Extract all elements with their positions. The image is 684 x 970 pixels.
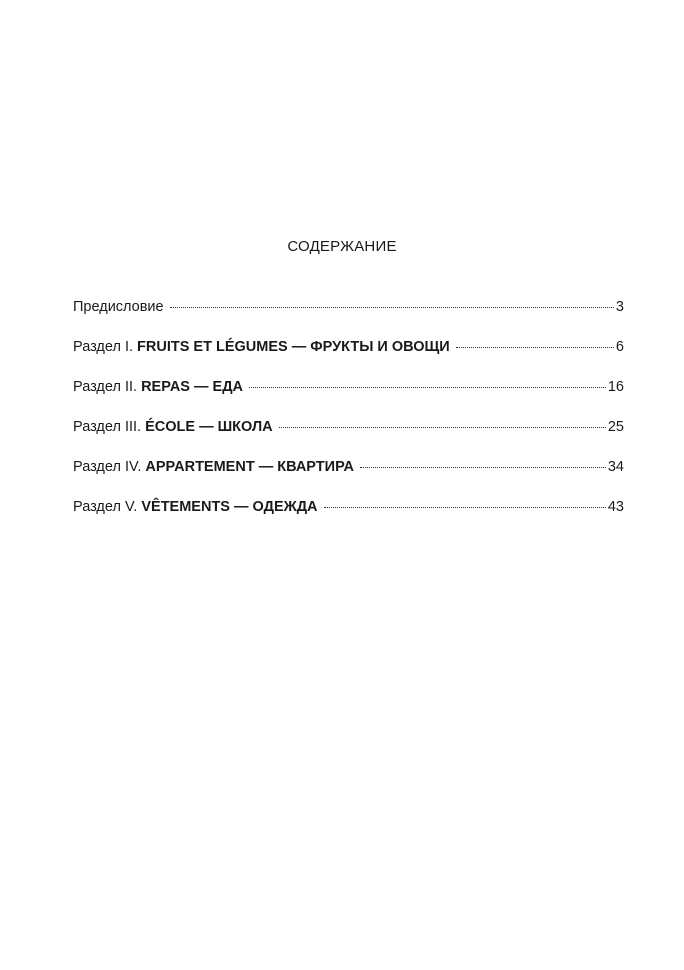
dot-leader xyxy=(456,347,614,348)
entry-title: FRUITS ET LÉGUMES — ФРУКТЫ И ОВОЩИ xyxy=(137,339,450,355)
entry-page-number: 16 xyxy=(607,379,624,395)
entry-page-number: 34 xyxy=(607,459,624,475)
dot-leader xyxy=(170,307,614,308)
entry-page-number: 43 xyxy=(607,499,624,515)
toc-title: СОДЕРЖАНИЕ xyxy=(287,238,397,255)
toc-entry-section-4 xyxy=(73,458,624,498)
toc-entry-section-5 xyxy=(73,498,624,538)
toc-entry-preface xyxy=(73,298,624,338)
dot-leader xyxy=(324,507,606,508)
entry-prefix: Раздел II. xyxy=(73,379,138,395)
toc-entry-section-3 xyxy=(73,418,624,458)
entry-prefix: Раздел III. xyxy=(73,419,142,435)
entry-page-number: 25 xyxy=(607,419,624,435)
entry-page-number: 6 xyxy=(615,339,624,355)
entry-prefix: Раздел V. xyxy=(73,499,138,515)
dot-leader xyxy=(279,427,606,428)
entry-label xyxy=(73,458,354,476)
entry-label xyxy=(73,418,273,436)
entry-title: VÊTEMENTS — ОДЕЖДА xyxy=(141,499,318,515)
entry-prefix: Раздел I. xyxy=(73,339,134,355)
entry-label xyxy=(73,338,450,356)
toc-entry-section-1 xyxy=(73,338,624,378)
dot-leader xyxy=(249,387,606,388)
entry-label xyxy=(73,498,318,516)
entry-label xyxy=(73,298,164,316)
entry-title: APPARTEMENT — КВАРТИРА xyxy=(145,459,354,475)
toc-entry-section-2 xyxy=(73,378,624,418)
entry-prefix: Раздел IV. xyxy=(73,459,142,475)
dot-leader xyxy=(360,467,606,468)
entry-prefix: Предисловие xyxy=(73,299,164,315)
entry-title: ÉCOLE — ШКОЛА xyxy=(145,419,273,435)
entry-page-number: 3 xyxy=(615,299,624,315)
entry-label xyxy=(73,378,243,396)
entry-title: REPAS — ЕДА xyxy=(141,379,243,395)
table-of-contents xyxy=(73,298,624,538)
